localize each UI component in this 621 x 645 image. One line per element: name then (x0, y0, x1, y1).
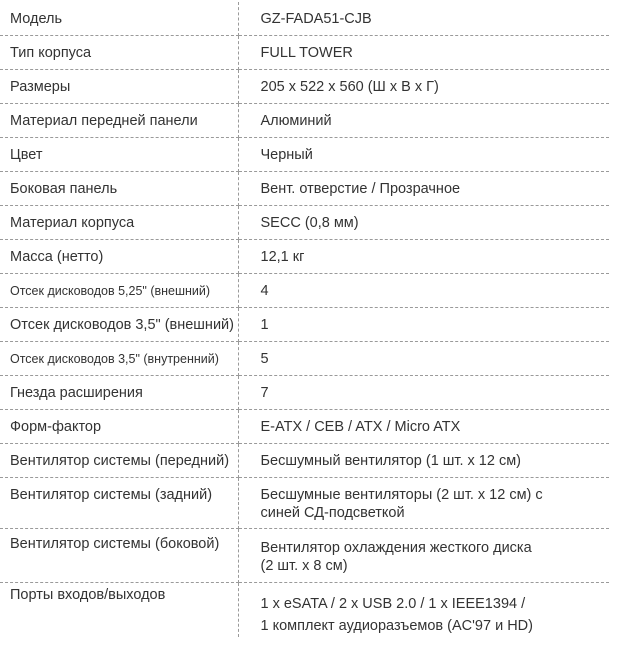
row-value: 12,1 кг (238, 240, 609, 274)
row-value: E-ATX / CEB / ATX / Micro ATX (238, 410, 609, 444)
table-row-model (0, 2, 609, 36)
row-value: Черный (238, 138, 609, 172)
row-label: Отсек дисководов 3,5" (внутренний) (0, 342, 238, 376)
row-value-line: (2 шт. x 8 см) (260, 558, 348, 574)
row-value: Вент. отверстие / Прозрачное (238, 172, 609, 206)
table-row-rear-fan (0, 478, 609, 529)
row-value: SECC (0,8 мм) (238, 206, 609, 240)
row-label: Материал корпуса (0, 206, 238, 240)
spec-table (0, 2, 609, 637)
row-label: Форм-фактор (0, 410, 238, 444)
row-label: Боковая панель (0, 172, 238, 206)
row-value: 7 (238, 376, 609, 410)
table-row-expansion-slots (0, 376, 609, 410)
row-value: Алюминий (238, 104, 609, 138)
row-label: Масса (нетто) (0, 240, 238, 274)
table-row-weight (0, 240, 609, 274)
table-row-dimensions (0, 70, 609, 104)
row-value (238, 478, 609, 529)
table-row-form-factor (0, 410, 609, 444)
row-value-line: 1 комплект аудиоразъемов (AC'97 и HD) (260, 618, 533, 634)
table-row-side-panel (0, 172, 609, 206)
row-value: FULL TOWER (238, 36, 609, 70)
row-value: GZ-FADA51-CJB (238, 2, 609, 36)
row-value-line: 1 x eSATA / 2 x USB 2.0 / 1 x IEEE1394 / (260, 596, 526, 612)
row-label: Вентилятор системы (задний) (0, 478, 238, 529)
row-value: Бесшумный вентилятор (1 шт. x 12 см) (238, 444, 609, 478)
row-label: Порты входов/выходов (0, 583, 238, 638)
row-label: Размеры (0, 70, 238, 104)
table-row-front-fan (0, 444, 609, 478)
row-value (238, 583, 609, 638)
table-row-io-ports (0, 583, 609, 638)
row-label: Вентилятор системы (боковой) (0, 529, 238, 583)
table-row-color (0, 138, 609, 172)
table-row-bay-35-external (0, 308, 609, 342)
row-label: Модель (0, 2, 238, 36)
row-label: Отсек дисководов 3,5" (внешний) (0, 308, 238, 342)
row-value: 4 (238, 274, 609, 308)
table-row-case-material (0, 206, 609, 240)
row-label: Тип корпуса (0, 36, 238, 70)
row-value: 5 (238, 342, 609, 376)
table-row-front-panel-material (0, 104, 609, 138)
row-label: Вентилятор системы (передний) (0, 444, 238, 478)
table-row-bay-35-internal (0, 342, 609, 376)
table-row-case-type (0, 36, 609, 70)
row-value-line: Вентилятор охлаждения жесткого диска (260, 540, 532, 556)
row-label: Цвет (0, 138, 238, 172)
row-value (238, 529, 609, 583)
row-value-line: синей СД-подсветкой (260, 505, 405, 521)
row-label: Гнезда расширения (0, 376, 238, 410)
row-label: Материал передней панели (0, 104, 238, 138)
row-label: Отсек дисководов 5,25" (внешний) (0, 274, 238, 308)
row-value-line: Бесшумные вентиляторы (2 шт. x 12 см) с (260, 487, 543, 503)
table-row-bay-525-external (0, 274, 609, 308)
table-row-side-fan (0, 529, 609, 583)
row-value: 1 (238, 308, 609, 342)
row-value: 205 x 522 x 560 (Ш x В x Г) (238, 70, 609, 104)
